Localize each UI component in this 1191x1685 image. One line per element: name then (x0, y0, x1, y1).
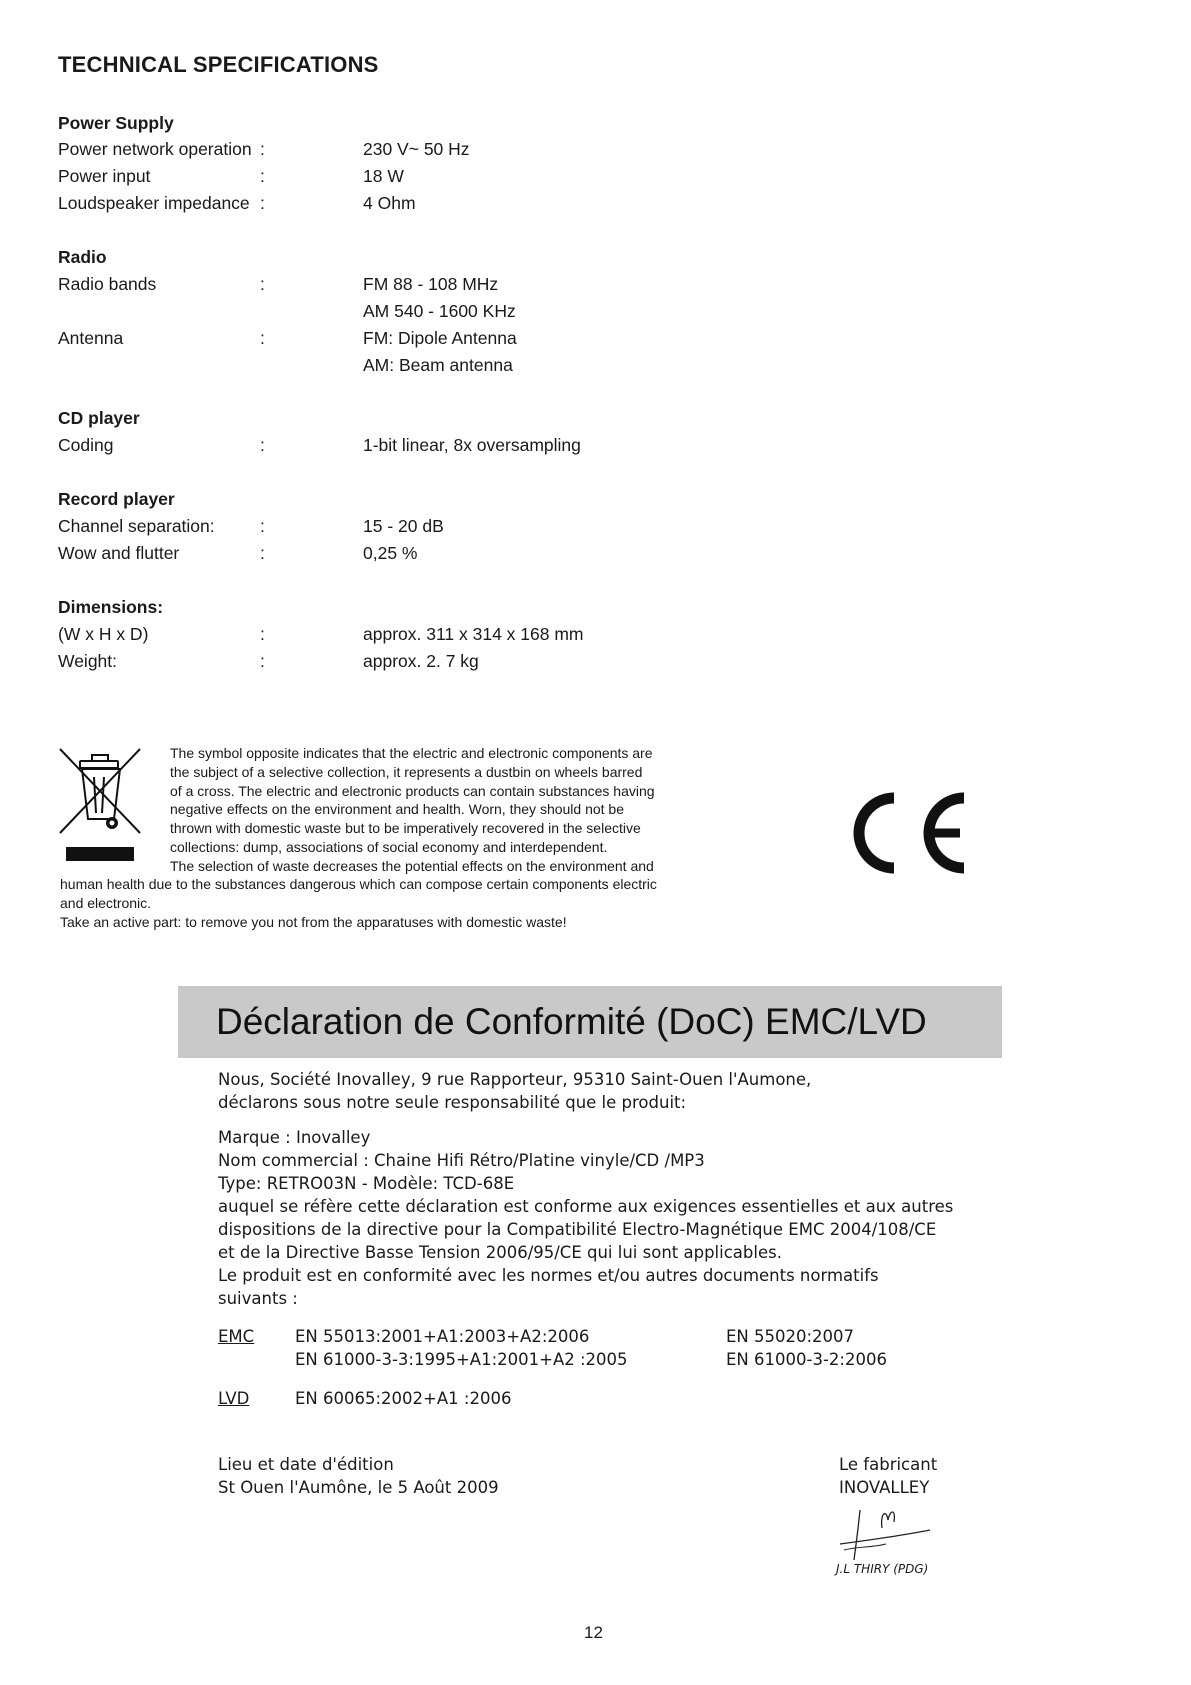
spec-row (58, 435, 758, 459)
lvd-label: LVD (218, 1389, 250, 1408)
doc-line: Nom commercial : Chaine Hifi Rétro/Platine vinyle/CD /MP3 (218, 1151, 705, 1170)
spec-row (58, 166, 758, 190)
spec-colon: : (260, 274, 265, 294)
weee-line: the subject of a selective collection, it represents a dustbin on wheels barred (170, 763, 643, 780)
weee-line: The selection of waste decreases the potential effects on the environment and (170, 857, 654, 874)
spec-label: Power input (58, 166, 151, 186)
section-heading-dimensions: Dimensions: (58, 597, 164, 617)
spec-row (58, 624, 758, 648)
standard-item: EN 55020:2007 (726, 1327, 855, 1346)
crossed-out-wheelie-bin-icon (58, 747, 142, 862)
spec-label: Power network operation (58, 139, 252, 159)
signature-image (830, 1500, 940, 1570)
spec-value: 18 W (363, 166, 404, 186)
doc-line: et de la Directive Basse Tension 2006/95/CE qui lui sont applicables. (218, 1243, 782, 1262)
standard-item: EN 55013:2001+A1:2003+A2:2006 (295, 1327, 590, 1346)
spec-label: Loudspeaker impedance (58, 193, 250, 213)
spec-value: 0,25 % (363, 543, 418, 563)
place-date (218, 1453, 499, 1499)
lvd-standard: EN 60065:2002+A1 :2006 (295, 1389, 512, 1408)
doc-line: Le produit est en conformité avec les normes et/ou autres documents normatifs (218, 1266, 879, 1285)
spec-label: Coding (58, 435, 114, 455)
manufacturer-label: Le fabricant (839, 1455, 938, 1474)
spec-value: AM: Beam antenna (363, 355, 513, 375)
weee-line: human health due to the substances dangerous which can compose certain components electric (60, 876, 657, 892)
doc-line: déclarons sous notre seule responsabilité que le produit: (218, 1093, 687, 1112)
doc-line: suivants : (218, 1289, 298, 1308)
page-title: TECHNICAL SPECIFICATIONS (58, 52, 379, 77)
spec-row (58, 328, 758, 352)
doc-banner (178, 986, 1002, 1058)
weee-line: of a cross. The electric and electronic products can contain substances having (170, 782, 655, 799)
spec-value: 4 Ohm (363, 193, 416, 213)
weee-line: negative effects on the environment and health. Worn, they should not be (170, 801, 625, 818)
ce-mark-logo (848, 788, 972, 878)
spec-row (58, 274, 758, 298)
spec-colon: : (260, 166, 265, 186)
signatory-name: J.L THIRY (PDG) (836, 1562, 929, 1576)
spec-value: approx. 311 x 314 x 168 mm (363, 624, 584, 644)
section-heading-power-supply: Power Supply (58, 113, 174, 133)
manufacturer (839, 1453, 937, 1499)
emc-label: EMC (218, 1327, 255, 1346)
spec-label: Antenna (58, 328, 124, 348)
spec-value: FM 88 - 108 MHz (363, 274, 499, 294)
spec-value: 1-bit linear, 8x oversampling (363, 435, 581, 455)
spec-row (58, 139, 758, 163)
weee-notice (170, 744, 750, 876)
spec-label: Wow and flutter (58, 543, 180, 563)
weee-line: thrown with domestic waste but to be imperatively recovered in the selective (170, 820, 641, 837)
spec-row (58, 516, 758, 540)
doc-line: auquel se réfère cette déclaration est conforme aux exigences essentielles et aux autres (218, 1197, 954, 1216)
standard-item: EN 61000-3-2:2006 (726, 1350, 887, 1369)
spec-colon: : (260, 624, 265, 644)
spec-colon: : (260, 435, 265, 455)
section-heading-record-player: Record player (58, 489, 175, 509)
spec-colon: : (260, 651, 265, 671)
page-number: 12 (584, 1623, 603, 1642)
place-value: St Ouen l'Aumône, le 5 Août 2009 (218, 1478, 499, 1497)
doc-line: Nous, Société Inovalley, 9 rue Rapporteur, 95310 Saint-Ouen l'Aumone, (218, 1070, 812, 1089)
spec-label: Channel separation: (58, 516, 215, 536)
weee-line: Take an active part: to remove you not from the apparatuses with domestic waste! (60, 913, 567, 930)
spec-colon: : (260, 516, 265, 536)
doc-line: dispositions de la directive pour la Compatibilité Electro-Magnétique EMC 2004/108/CE (218, 1220, 937, 1239)
spec-row (58, 651, 758, 675)
section-heading-radio: Radio (58, 247, 107, 267)
doc-banner-title: Déclaration de Conformité (DoC) EMC/LVD (216, 1001, 927, 1042)
doc-line: Marque : Inovalley (218, 1128, 371, 1147)
weee-line: The symbol opposite indicates that the electric and electronic components are (170, 745, 653, 761)
spec-value: 230 V~ 50 Hz (363, 139, 470, 159)
manufacturer-name: INOVALLEY (839, 1478, 930, 1497)
weee-notice-tail (60, 875, 740, 931)
spec-row (58, 355, 758, 379)
spec-value: AM 540 - 1600 KHz (363, 301, 516, 321)
place-label: Lieu et date d'édition (218, 1455, 394, 1474)
spec-colon: : (260, 139, 265, 159)
weee-line: and electronic. (60, 894, 152, 911)
spec-value: FM: Dipole Antenna (363, 328, 517, 348)
spec-row (58, 543, 758, 567)
standard-item: EN 61000-3-3:1995+A1:2001+A2 :2005 (295, 1350, 628, 1369)
doc-body (218, 1126, 953, 1310)
spec-row (58, 193, 758, 217)
emc-standards (295, 1325, 628, 1371)
weee-line: collections: dump, associations of social economy and interdependent. (170, 838, 608, 855)
spec-value: approx. 2. 7 kg (363, 651, 479, 671)
spec-colon: : (260, 193, 265, 213)
spec-row (58, 301, 758, 325)
spec-label: Radio bands (58, 274, 157, 294)
spec-label: Weight: (58, 651, 118, 671)
spec-colon: : (260, 543, 265, 563)
doc-line: Type: RETRO03N - Modèle: TCD-68E (218, 1174, 515, 1193)
spec-value: 15 - 20 dB (363, 516, 444, 536)
spec-label: (W x H x D) (58, 624, 149, 644)
doc-intro (218, 1068, 811, 1114)
emc-standards-extra (726, 1325, 887, 1371)
section-heading-cd-player: CD player (58, 408, 140, 428)
spec-colon: : (260, 328, 265, 348)
